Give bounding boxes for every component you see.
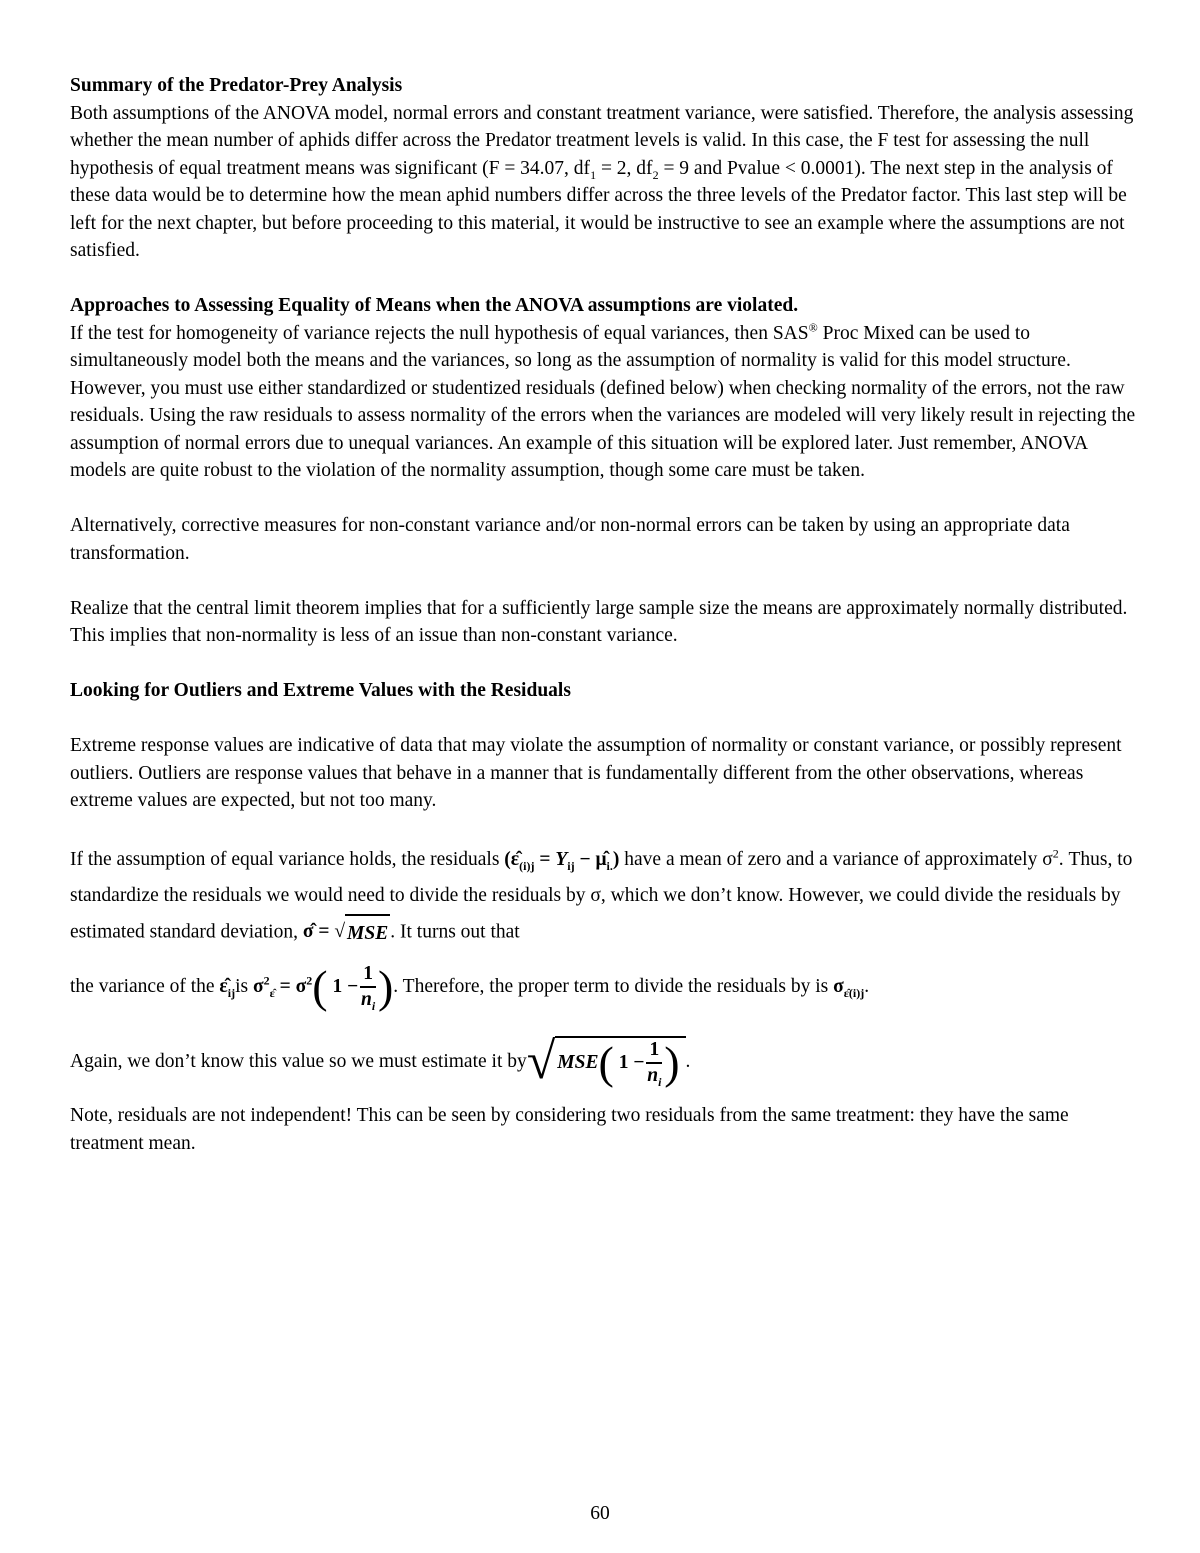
variance-formula-line: the variance of the $\varepsilon̂_{ij}$ is $\sigma^2_{\varepsilon̂} = \sigma^2$ ( 1 − $\frac{1}{n_i}$ ) . Therefore, the proper term to divide the residuals by is $\sigma_{\varepsilon̂(i)j}$ . [70,961,870,1013]
variance-equation: $\sigma^2_{\varepsilon̂} = \sigma^2$ [253,973,313,1001]
estimate-formula-line: Again, we don’t know this value so we must estimate it by √ MSE ( 1 − $\frac{1}{n_i}$ ) . [70,1033,691,1090]
sigma-hat-equation: σ̂ = √ MSE [303,921,390,942]
document-page [70,72,1140,1157]
sqrt-estimate-expression: MSE ( 1 − $\frac{1}{n_i}$ ) [555,1036,685,1088]
extreme-values-paragraph: Extreme response values are indicative of data that may violate the assumption of normality or constant variance, or possibly represent outliers. Outliers are response values that behave in a manner that is fundamentally different from the other observations, whereas extreme values are expected, but not too many. [70,735,1122,811]
alternatives-paragraph: Alternatively, corrective measures for non-constant variance and/or non-normal errors can be taken by using an appropriate data transformation. [70,515,1070,564]
residuals-paragraph: If the assumption of equal variance holds, the residuals ($\varepsilon̂_{(i)j} = Y_{ij}$ − $\mû_{i.}$) have a mean of zero and a variance of approximately $\sigma^2$. Thus, to standardize the residuals we would need to divide the residuals by σ, which we don’t know. However, we could divide the residuals by estimated standard deviation, σ̂ = √ MSE . It turns out that [70,842,1140,952]
approaches-paragraph: If the test for homogeneity of variance rejects the null hypothesis of equal variances, then SAS® Proc Mixed can be used to simultaneously model both the means and the variances, so long as the assumption of normality is valid for this model structure. However, you must use either standardized or studentized residuals (defined below) when checking normality of the errors, not the raw residuals. Using the raw residuals to assess normality of the errors when the variances are modeled will very likely result in rejecting the assumption of normal errors due to unequal variances. An example of this situation will be explored later. Just remember, ANOVA models are quite robust to the violation of the normality assumption, though some care must be taken. [70,320,1136,481]
sigma-residual-symbol: $\sigma_{\varepsilon̂(i)j}$ [833,976,865,1001]
section-heading-outliers: Looking for Outliers and Extreme Values with the Residuals [70,680,571,701]
page-number: 60 [590,1503,610,1524]
clt-paragraph: Realize that the central limit theorem implies that for a sufficiently large sample size the means are approximately normally distributed. This implies that non-normality is less of an issue than non-constant variance. [70,597,1128,646]
section-heading-approaches: Approaches to Assessing Equality of Means when the ANOVA assumptions are violated. [70,295,799,316]
section-heading-summary: Summary of the Predator-Prey Analysis [70,75,403,96]
one-over-n-fraction: $\frac{1}{n_i}$ [360,963,376,1013]
summary-paragraph: Both assumptions of the ANOVA model, normal errors and constant treatment variance, were satisfied. Therefore, the analysis assessing whether the mean number of aphids differ across the Predator treatment levels is valid. In this case, the F test for assessing the null hypothesis of equal treatment means was significant (F = 34.07, $df_1 = 2$, $df_2 = 9$ and Pvalue < 0.0001). The next step in the analysis of these data would be to determine how the mean aphid numbers differ across the three levels of the Predator factor. This last step will be left for the next chapter, but before proceeding to this material, it would be instructive to see an example where the assumptions are not satisfied. [70,102,1134,261]
residual-equation: ($\varepsilon̂_{(i)j} = Y_{ij}$ − $\mû_{i.}$) [504,849,620,873]
independence-note: Note, residuals are not independent! This can be seen by considering two residuals from the same treatment: they have the same treatment mean. [70,1105,1069,1154]
